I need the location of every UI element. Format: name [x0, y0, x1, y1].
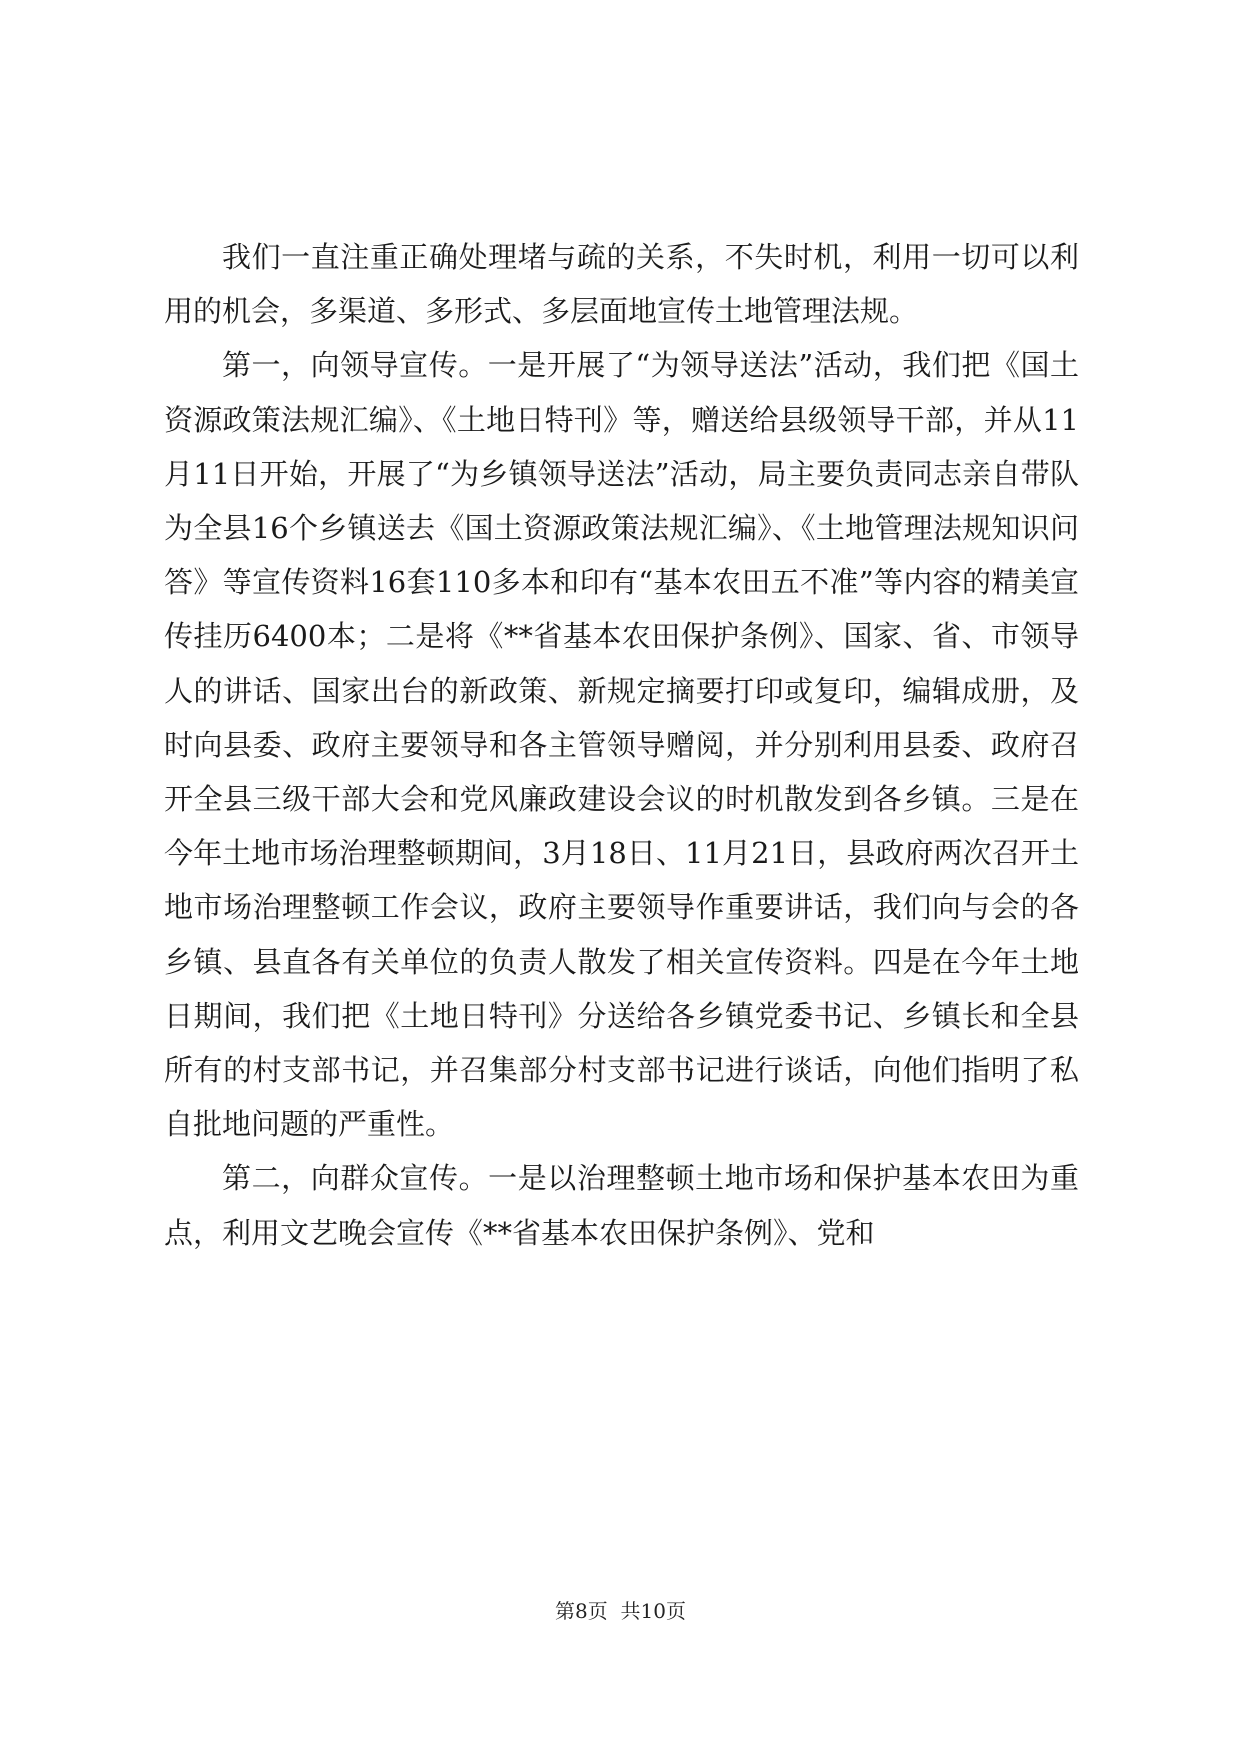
- page-footer: [0, 1598, 1241, 1624]
- paragraph-intro: 我们一直注重正确处理堵与疏的关系，不失时机，利用一切可以利用的机会，多渠道、多形式、多层面地宣传土地管理法规。: [164, 240, 1079, 329]
- page-number: 第8页: [555, 1599, 608, 1623]
- paragraph-public: 第二，向群众宣传。一是以治理整顿土地市场和保护基本农田为重点，利用文艺晚会宣传《**省基本农田保护条例》、党和: [164, 1161, 1079, 1250]
- page-total: 共10页: [620, 1599, 686, 1623]
- paragraph-leaders: 第一，向领导宣传。一是开展了“为领导送法”活动，我们把《国土资源政策法规汇编》、《土地日特刊》等，赠送给县级领导干部，并从11月11日开始，开展了“为乡镇领导送法”活动，局主要负责同志亲自带队为全县16个乡镇送去《国土资源政策法规汇编》、《土地管理法规知识问答》等宣传资料16套110多本和印有“基本农田五不准”等内容的精美宣传挂历6400本；二是将《**省基本农田保护条例》、国家、省、市领导人的讲话、国家出台的新政策、新规定摘要打印或复印，编辑成册，及时向县委、政府主要领导和各主管领导赠阅，并分别利用县委、政府召开全县三级干部大会和党风廉政建设会议的时机散发到各乡镇。三是在今年土地市场治理整顿期间，3月18日、11月21日，县政府两次召开土地市场治理整顿工作会议，政府主要领导作重要讲话，我们向与会的各乡镇、县直各有关单位的负责人散发了相关宣传资料。四是在今年土地日期间，我们把《土地日特刊》分送给各乡镇党委书记、乡镇长和全县所有的村支部书记，并召集部分村支部书记进行谈话，向他们指明了私自批地问题的严重性。: [164, 348, 1079, 1142]
- document-body: [164, 230, 1079, 1260]
